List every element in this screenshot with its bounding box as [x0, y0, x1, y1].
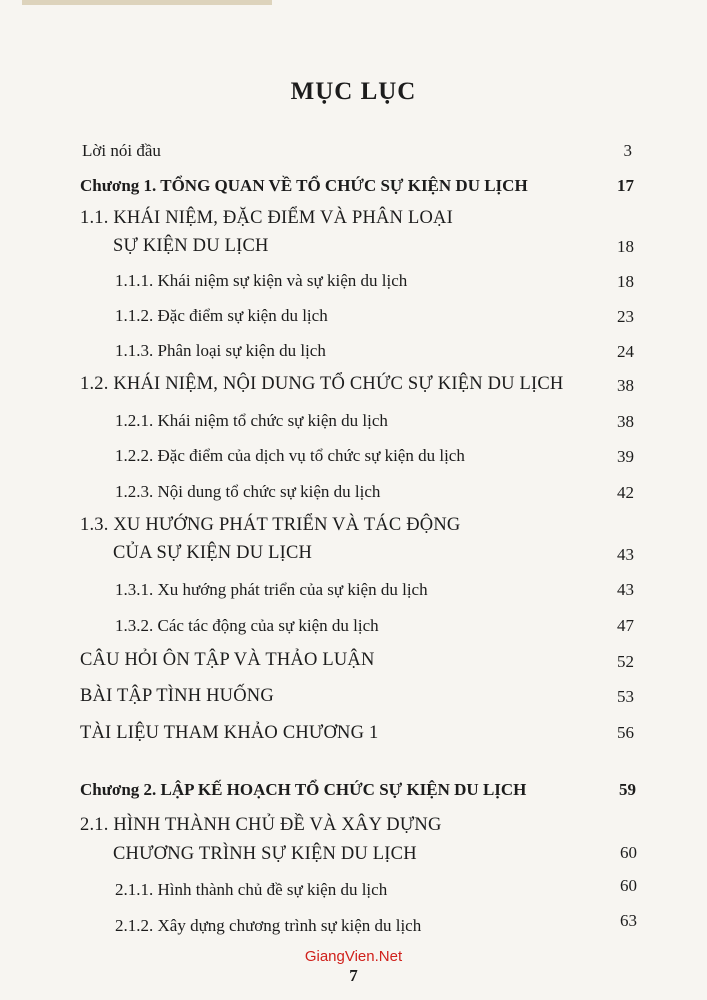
- toc-entry-section-2-1[interactable]: 2.1. HÌNH THÀNH CHỦ ĐỀ VÀ XÂY DỰNG: [80, 815, 442, 835]
- toc-entry-1-1-3[interactable]: 1.1.3. Phân loại sự kiện du lịch: [115, 341, 326, 360]
- toc-page-number: 42: [617, 483, 634, 502]
- toc-entry-case-study[interactable]: BÀI TẬP TÌNH HUỐNG: [80, 686, 274, 706]
- toc-page-number: 18: [617, 272, 634, 291]
- watermark-text: GiangVien.Net: [304, 948, 403, 965]
- toc-entry-2-1-1[interactable]: 2.1.1. Hình thành chủ đề sự kiện du lịch: [115, 880, 388, 899]
- toc-entry-references[interactable]: TÀI LIỆU THAM KHẢO CHƯƠNG 1: [80, 723, 379, 743]
- toc-page-number: 38: [617, 376, 634, 395]
- toc-entry-1-2-2[interactable]: 1.2.2. Đặc điểm của dịch vụ tổ chức sự kiện du lịch: [115, 446, 465, 465]
- toc-entry-1-1-2[interactable]: 1.1.2. Đặc điểm sự kiện du lịch: [115, 306, 328, 325]
- toc-entry-chapter-2[interactable]: Chương 2. LẬP KẾ HOẠCH TỔ CHỨC SỰ KIỆN DU LỊCH: [80, 780, 527, 799]
- page-number: 7: [349, 966, 358, 985]
- toc-page-number: 38: [617, 412, 634, 431]
- toc-page-number: 56: [617, 723, 634, 742]
- toc-entry-1-1-1[interactable]: 1.1.1. Khái niệm sự kiện và sự kiện du lịch: [115, 271, 408, 290]
- toc-page-number: 47: [617, 616, 634, 635]
- page-title: MỤC LỤC: [290, 78, 417, 105]
- toc-page-number: 39: [617, 447, 634, 466]
- toc-page-number: 23: [617, 307, 634, 326]
- toc-page-number: 18: [617, 237, 634, 256]
- toc-page-number: 53: [617, 687, 634, 706]
- toc-page-number: 24: [617, 342, 634, 361]
- toc-entry-review-questions[interactable]: CÂU HỎI ÔN TẬP VÀ THẢO LUẬN: [80, 650, 375, 670]
- toc-entry-1-3-2[interactable]: 1.3.2. Các tác động của sự kiện du lịch: [115, 616, 379, 635]
- toc-entry-preface[interactable]: Lời nói đầu: [82, 141, 161, 160]
- toc-page-number: 63: [620, 911, 637, 930]
- toc-entry-1-2-1[interactable]: 1.2.1. Khái niệm tổ chức sự kiện du lịch: [115, 411, 388, 430]
- toc-entry-section-1-1[interactable]: 1.1. KHÁI NIỆM, ĐẶC ĐIỂM VÀ PHÂN LOẠI: [80, 208, 453, 228]
- toc-page-number: 60: [620, 843, 637, 862]
- toc-page-number: 3: [623, 141, 632, 160]
- toc-page-number: 60: [620, 876, 637, 895]
- toc-page-number: 59: [619, 780, 636, 799]
- toc-entry-section-1-1-cont: SỰ KIỆN DU LỊCH: [113, 236, 269, 256]
- toc-entry-1-3-1[interactable]: 1.3.1. Xu hướng phát triển của sự kiện du lịch: [115, 580, 428, 599]
- toc-page-number: 43: [617, 580, 634, 599]
- toc-entry-section-1-3-cont: CỦA SỰ KIỆN DU LỊCH: [113, 543, 313, 563]
- toc-page-number: 52: [617, 652, 634, 671]
- toc-page-number: 17: [617, 176, 634, 195]
- toc-entry-section-1-3[interactable]: 1.3. XU HƯỚNG PHÁT TRIỂN VÀ TÁC ĐỘNG: [80, 515, 461, 535]
- toc-entry-1-2-3[interactable]: 1.2.3. Nội dung tổ chức sự kiện du lịch: [115, 482, 381, 501]
- toc-entry-chapter-1[interactable]: Chương 1. TỔNG QUAN VỀ TỔ CHỨC SỰ KIỆN DU LỊCH: [80, 176, 528, 195]
- toc-entry-section-1-2[interactable]: 1.2. KHÁI NIỆM, NỘI DUNG TỔ CHỨC SỰ KIỆN DU LỊCH: [80, 374, 564, 394]
- toc-entry-2-1-2[interactable]: 2.1.2. Xây dựng chương trình sự kiện du lịch: [115, 916, 422, 935]
- toc-page-number: 43: [617, 545, 634, 564]
- toc-entry-section-2-1-cont: CHƯƠNG TRÌNH SỰ KIỆN DU LỊCH: [113, 844, 417, 864]
